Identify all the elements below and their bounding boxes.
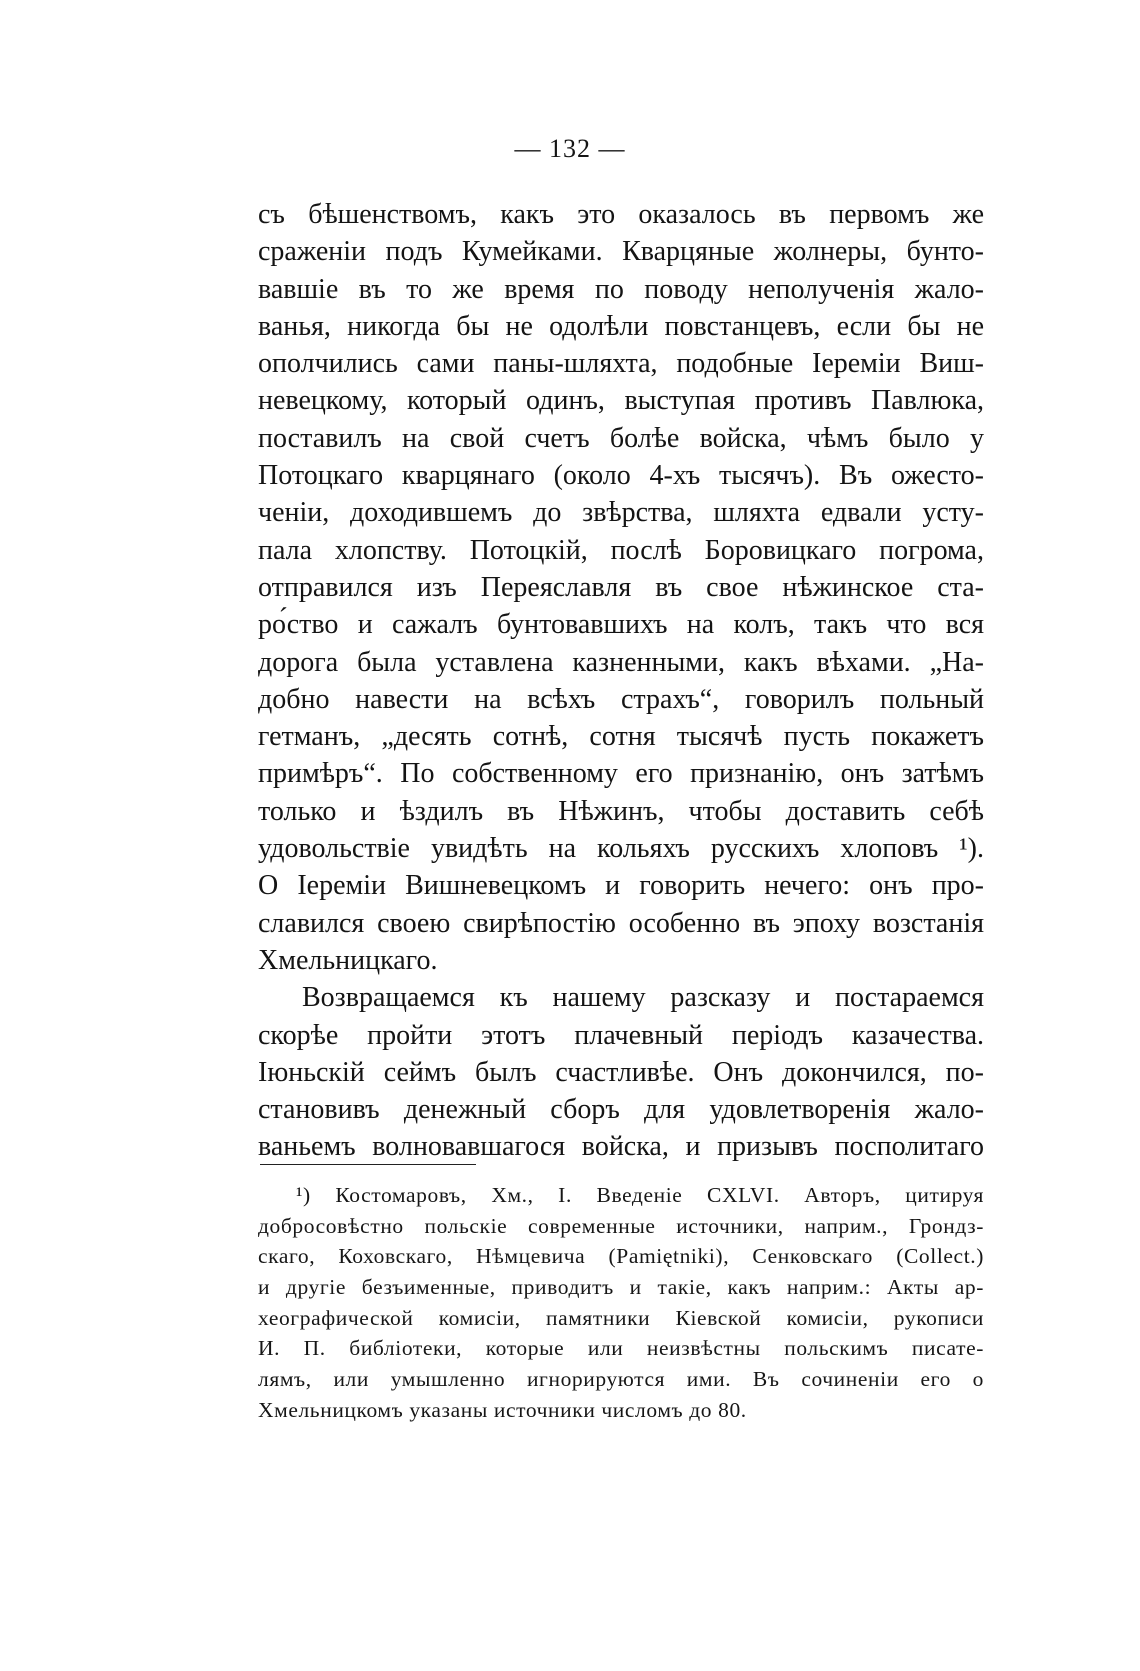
- text-line: съ бѣшенствомъ, какъ это оказалось въ первомъ же: [258, 199, 984, 230]
- text-line: Хмельницкаго.: [258, 944, 438, 976]
- text-line: скорѣе пройти этотъ плачевный періодъ казачества.: [258, 1019, 984, 1051]
- text-line: ваньемъ волновавшагося войска, и призывъ посполитаго: [258, 1131, 984, 1163]
- footnote-line: ¹) Костомаровъ, Хм., I. Введеніе CXLVI. Авторъ, цитируя: [296, 1183, 984, 1207]
- main-text: [258, 196, 984, 1166]
- text-line: поставилъ на свой счетъ болѣе войска, чѣмъ было у: [258, 422, 984, 454]
- text-line: только и ѣздилъ въ Нѣжинъ, чтобы доставить себѣ: [258, 795, 984, 827]
- text-line: Потоцкаго кварцянаго (около 4-хъ тысячъ). Въ ожесто-: [258, 460, 984, 492]
- text-line: дорога была уставлена казненными, какъ вѣхами. „На-: [258, 646, 984, 678]
- text-line: Іюньскій сеймъ былъ счастливѣе. Онъ докончился, по-: [258, 1056, 984, 1088]
- text-line: вавшіе въ то же время по поводу неполученія жало-: [258, 273, 984, 305]
- footnote: [258, 1180, 984, 1426]
- text-line: ченіи, доходившемъ до звѣрства, шляхта едвали усту-: [258, 497, 984, 529]
- footnote-line: лямъ, или умышленно игнорируются ими. Въ сочиненіи его о: [258, 1367, 984, 1392]
- text-line: ванья, никогда бы не одолѣли повстанцевъ, если бы не: [258, 310, 984, 342]
- text-line: пала хлопству. Потоцкій, послѣ Боровицкаго погрома,: [258, 534, 984, 566]
- text-line: примѣръ“. По собственному его признанію, онъ затѣмъ: [258, 758, 984, 790]
- page-number: — 132 —: [514, 134, 626, 163]
- text-line: отправился изъ Переяславля въ свое нѣжинское ста-: [258, 571, 984, 603]
- text-line: гетманъ, „десять сотнѣ, сотня тысячѣ пусть покажетъ: [258, 721, 984, 753]
- text-line: сраженіи подъ Кумейками. Кварцяные жолнеры, бунто-: [258, 236, 984, 268]
- footnote-line: хеографической комисіи, памятники Кіевской комисіи, рукописи: [258, 1305, 984, 1330]
- text-line: славился своею свирѣпостію особенно въ эпоху возстанія: [258, 907, 984, 939]
- footnote-line: скаго, Коховскаго, Нѣмцевича (Pamiętniki), Сенковскаго (Collect.): [258, 1244, 984, 1269]
- text-line: добно навести на всѣхъ страхъ“, говорилъ польный: [258, 683, 984, 715]
- text-line: становивъ денежный сборъ для удовлетворенія жало-: [258, 1094, 984, 1126]
- text-line: ополчились сами паны-шляхта, подобные Іереміи Виш-: [258, 348, 984, 380]
- text-line: невецкому, который одинъ, выступая противъ Павлюка,: [258, 385, 984, 417]
- footnote-divider: [260, 1164, 476, 1165]
- footnote-line: добросовѣстно польскіе современные источники, наприм., Грондз-: [258, 1213, 984, 1238]
- footnote-line: И. П. библіотеки, которые или неизвѣстны польскимъ писате-: [258, 1336, 984, 1361]
- paragraph-start-line: Возвращаемся къ нашему разсказу и постараемся: [302, 982, 984, 1014]
- text-line: ро́ство и сажалъ бунтовавшихъ на колъ, такъ что вся: [258, 609, 984, 641]
- text-line: О Іереміи Вишневецкомъ и говорить нечего: онъ про-: [258, 870, 984, 902]
- text-line: удовольствіе увидѣть на кольяхъ русскихъ хлоповъ ¹).: [258, 833, 984, 865]
- footnote-line: и другіе безъименные, приводитъ и такіе, какъ наприм.: Акты ар-: [258, 1275, 984, 1300]
- footnote-line: Хмельницкомъ указаны источники числомъ до 80.: [258, 1397, 747, 1422]
